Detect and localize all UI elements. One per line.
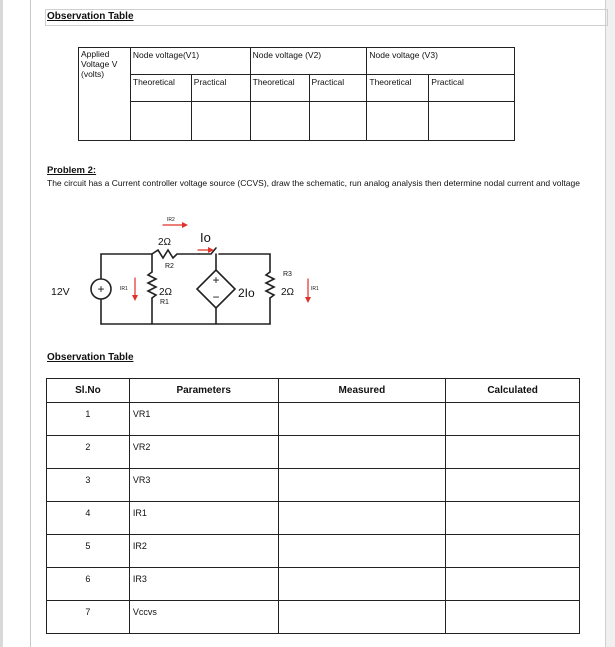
row-parameter: IR3	[129, 568, 278, 601]
measured-header: Measured	[278, 379, 446, 403]
v2-theoretical-header: Theoretical	[250, 75, 309, 102]
row-number: 1	[47, 403, 130, 436]
empty-cell[interactable]	[429, 102, 515, 141]
v2-practical-header: Practical	[309, 75, 367, 102]
r1-value: 2Ω	[159, 287, 173, 298]
calculated-cell[interactable]	[446, 502, 580, 535]
table-row	[47, 601, 580, 634]
page-margin-line	[30, 0, 31, 647]
v3-practical-header: Practical	[429, 75, 515, 102]
row-parameter: VR2	[129, 436, 278, 469]
row-parameter: IR1	[129, 502, 278, 535]
ccvs-circuit-diagram	[40, 212, 540, 337]
slno-header: Sl.No	[47, 379, 130, 403]
row-number: 3	[47, 469, 130, 502]
node-voltage-table	[78, 47, 515, 141]
calculated-cell[interactable]	[446, 568, 580, 601]
ccvs-value-label: 2Io	[238, 286, 255, 300]
parameters-header: Parameters	[129, 379, 278, 403]
table-row	[47, 568, 580, 601]
io-label: Io	[200, 230, 211, 245]
r3-name: R3	[283, 271, 292, 278]
calculated-cell[interactable]	[446, 436, 580, 469]
table-row	[47, 469, 580, 502]
measured-cell[interactable]	[278, 403, 446, 436]
node-voltage-v2-header: Node voltage (V2)	[250, 48, 367, 75]
ir1-label-left: IR1	[120, 286, 128, 292]
v3-theoretical-header: Theoretical	[367, 75, 429, 102]
empty-cell[interactable]	[250, 102, 309, 141]
observation-table-heading-1: Observation Table	[47, 11, 134, 22]
calculated-header: Calculated	[446, 379, 580, 403]
measured-cell[interactable]	[278, 535, 446, 568]
table-row	[47, 436, 580, 469]
empty-cell[interactable]	[309, 102, 367, 141]
calculated-cell[interactable]	[446, 403, 580, 436]
measured-cell[interactable]	[278, 601, 446, 634]
source-voltage-label: 12V	[51, 286, 70, 298]
measured-cell[interactable]	[278, 469, 446, 502]
calculated-cell[interactable]	[446, 469, 580, 502]
row-parameter: IR2	[129, 535, 278, 568]
row-number: 5	[47, 535, 130, 568]
row-parameter: Vccvs	[129, 601, 278, 634]
observation-table-heading-2: Observation Table	[47, 352, 134, 363]
table-row	[47, 403, 580, 436]
problem-description: The circuit has a Current controller voltage source (CCVS), draw the schematic, run analog analysis then determine nodal current and voltage	[47, 178, 580, 188]
r2-name: R2	[165, 263, 174, 270]
ccvs-plus-sign: +	[212, 273, 220, 287]
left-margin	[0, 0, 3, 647]
calculated-cell[interactable]	[446, 535, 580, 568]
v1-practical-header: Practical	[191, 75, 250, 102]
applied-voltage-header: Applied Voltage V (volts)	[79, 48, 131, 141]
row-parameter: VR1	[129, 403, 278, 436]
empty-cell[interactable]	[130, 102, 191, 141]
measured-cell[interactable]	[278, 502, 446, 535]
r2-value: 2Ω	[158, 237, 172, 248]
ir1-label-right: IR1	[311, 286, 319, 292]
r1-name: R1	[160, 299, 169, 306]
measured-cell[interactable]	[278, 568, 446, 601]
node-voltage-v1-header: Node voltage(V1)	[130, 48, 250, 75]
ccvs-minus-sign: −	[212, 290, 220, 304]
source-plus-sign: +	[97, 282, 105, 296]
row-number: 7	[47, 601, 130, 634]
r3-value: 2Ω	[281, 287, 295, 298]
empty-cell[interactable]	[191, 102, 250, 141]
table-row	[47, 535, 580, 568]
node-voltage-v3-header: Node voltage (V3)	[367, 48, 515, 75]
row-parameter: VR3	[129, 469, 278, 502]
calculated-cell[interactable]	[446, 601, 580, 634]
row-number: 2	[47, 436, 130, 469]
problem-title: Problem 2:	[47, 165, 97, 176]
table-row	[47, 502, 580, 535]
right-scroll-area[interactable]	[605, 0, 615, 647]
v1-theoretical-header: Theoretical	[130, 75, 191, 102]
ir2-label: IR2	[167, 217, 175, 223]
row-number: 6	[47, 568, 130, 601]
measurement-table	[46, 378, 580, 634]
row-number: 4	[47, 502, 130, 535]
measured-cell[interactable]	[278, 436, 446, 469]
empty-cell[interactable]	[367, 102, 429, 141]
